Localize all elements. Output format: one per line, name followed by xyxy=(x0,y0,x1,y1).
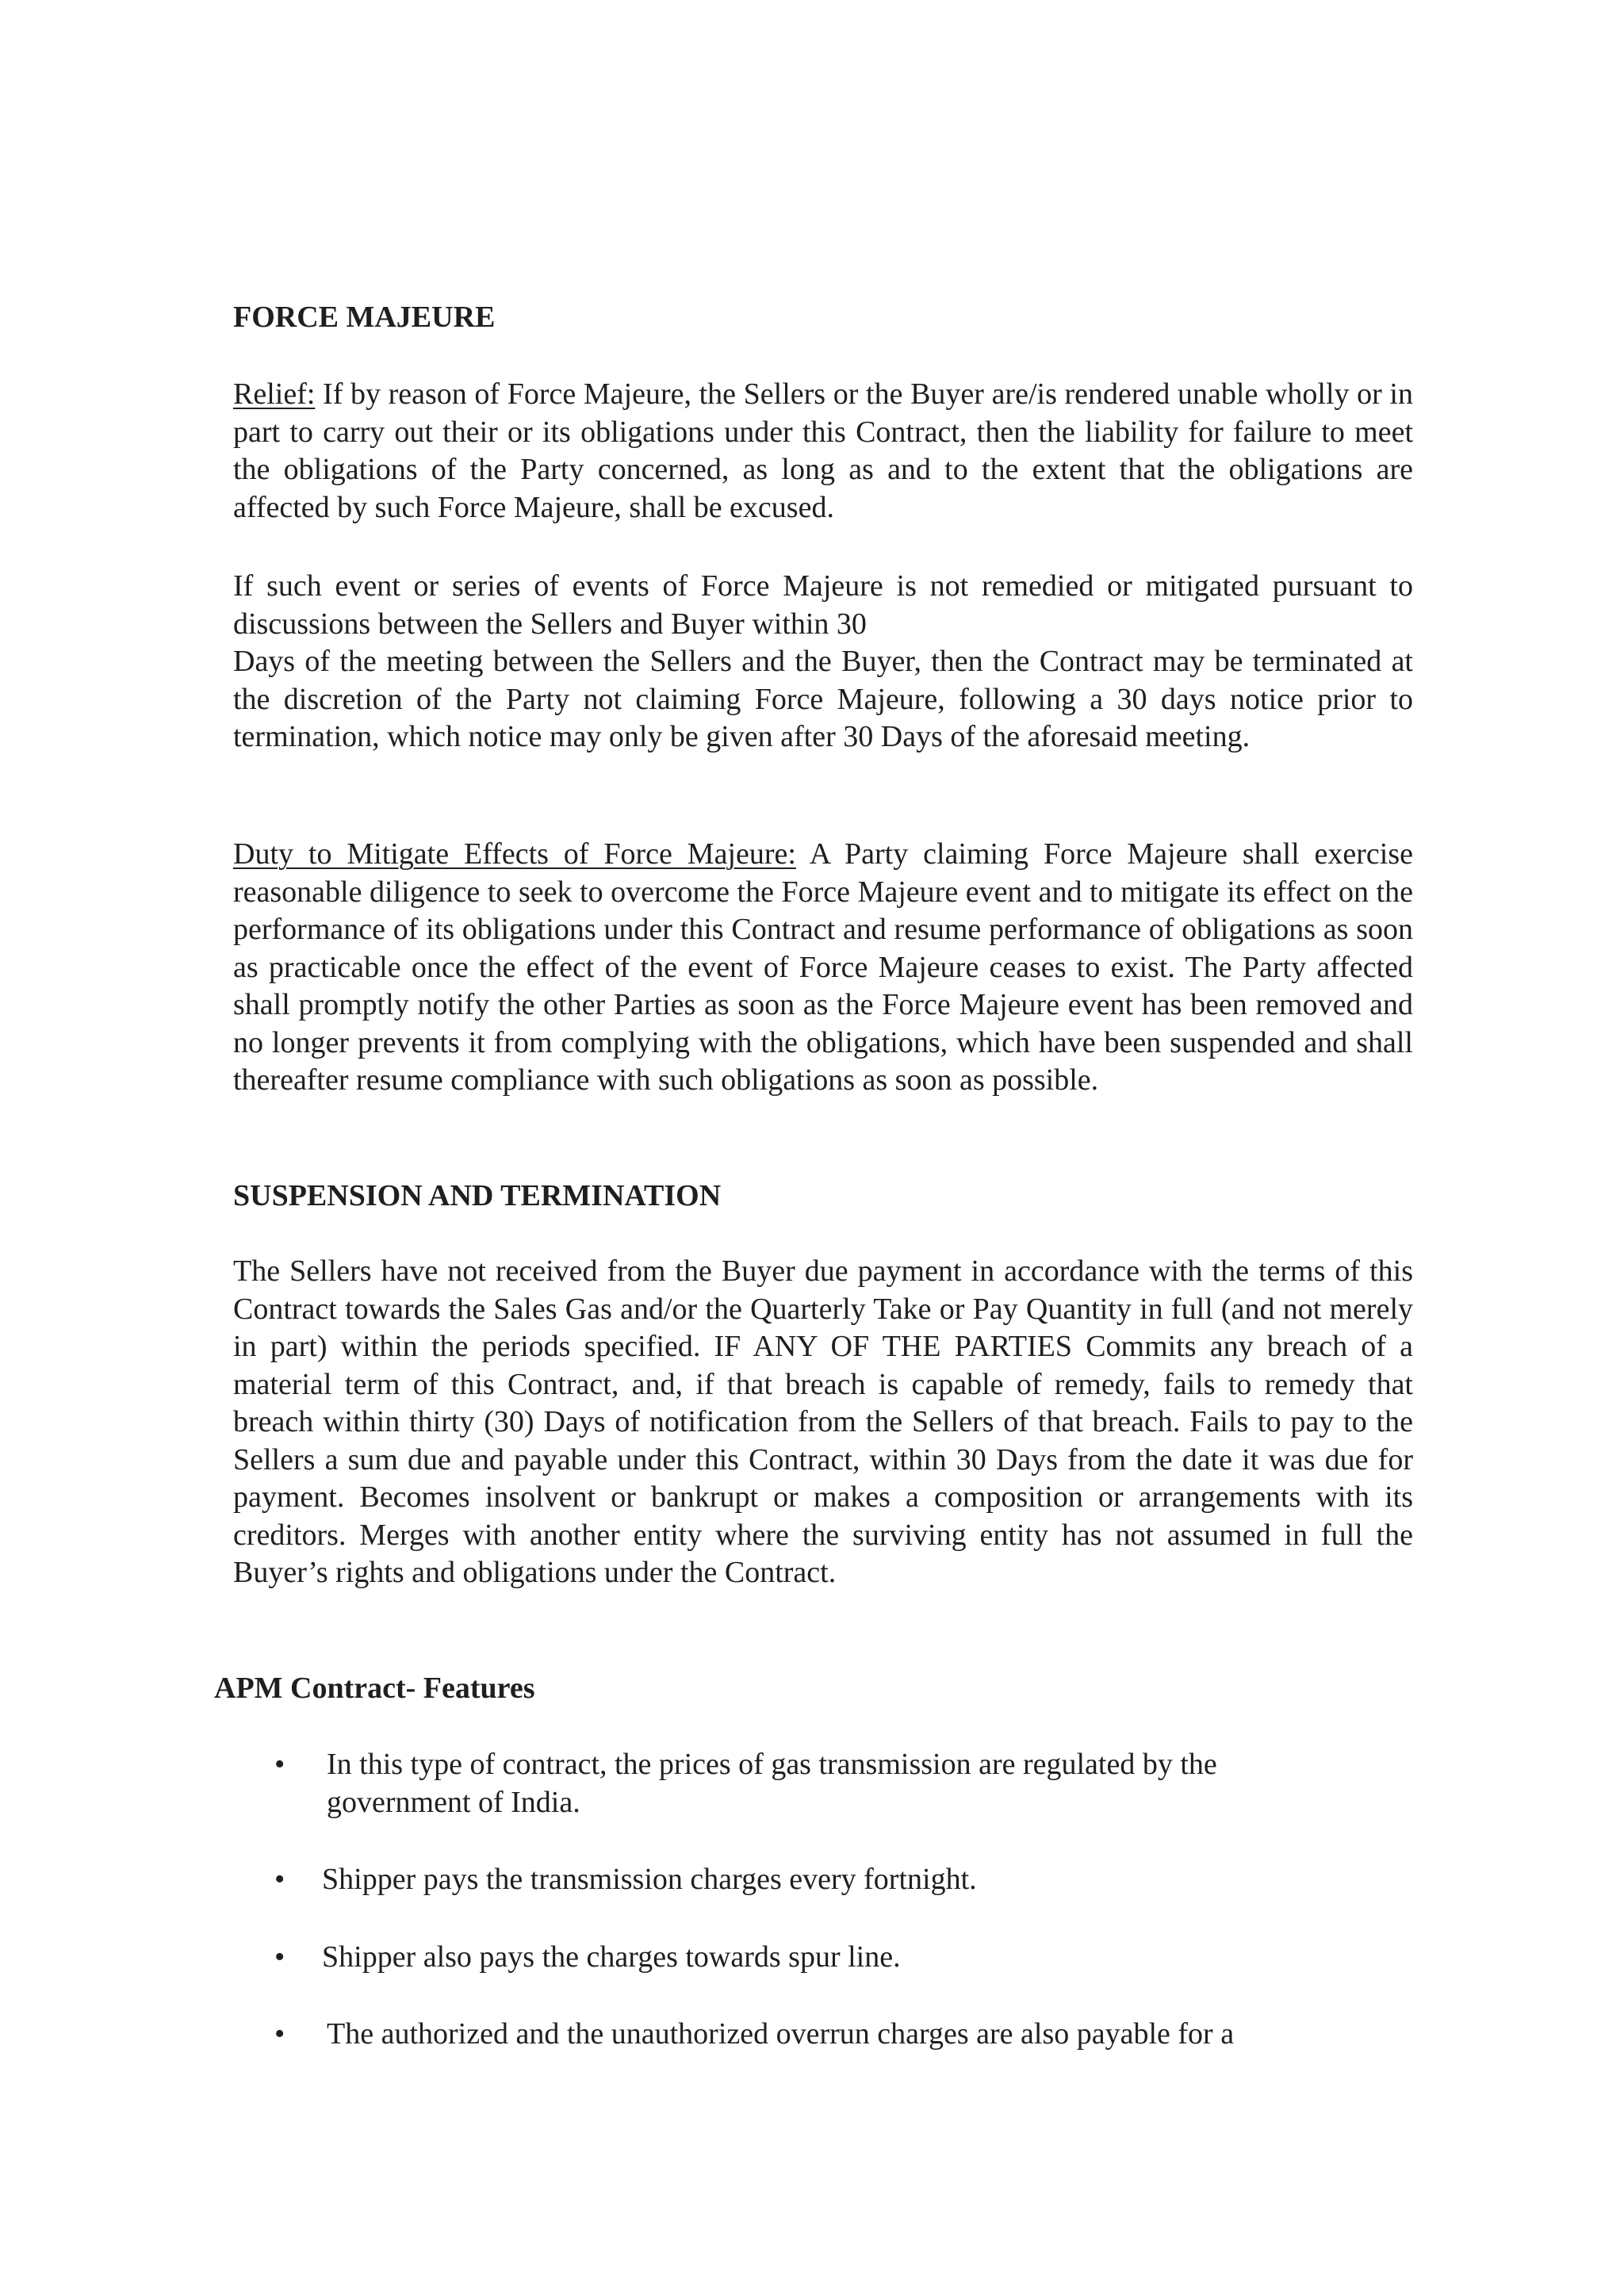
list-item xyxy=(233,1939,1413,1977)
apm-contract-heading: APM Contract- Features xyxy=(214,1672,535,1705)
list-item-text: Shipper also pays the charges towards spur line. xyxy=(322,1940,901,1974)
list-item xyxy=(233,2016,1413,2054)
bullet-icon: • xyxy=(274,1940,285,1974)
force-majeure-series-paragraph xyxy=(233,568,1413,756)
list-item xyxy=(233,1746,1413,1821)
suspension-paragraph: The Sellers have not received from the Buyer due payment in accordance with the terms of this Contract towards the Sales Gas and/or the Quarterly Take or Pay Quantity in full (and not merely in part) within the periods specified. IF ANY OF THE PARTIES Commits any breach of a material term of this Contract, and, if that breach is capable of remedy, fails to remedy that breach within thirty (30) Days of notification from the Sellers of that breach. Fails to pay to the Sellers a sum due and payable under this Contract, within 30 Days from the date it was due for payment. Becomes insolvent or bankrupt or makes a composition or arrangements with its creditors. Merges with another entity where the surviving entity has not assumed in full the Buyer’s rights and obligations under the Contract. xyxy=(233,1254,1413,1589)
suspension-termination-heading: SUSPENSION AND TERMINATION xyxy=(233,1179,722,1212)
relief-text: If by reason of Force Majeure, the Sellers or the Buyer are/is rendered unable wholly or in part to carry out their or its obligations under this Contract, then the liability for failure to meet the obligations of the Party concerned, as long as and to the extent that the obligations are affected by such Force Majeure, shall be excused. xyxy=(233,377,1413,524)
series-text-line-2: Days of the meeting between the Sellers and the Buyer, then the Contract may be terminated at the discretion of the Party not claiming Force Majeure, following a 30 days notice prior to termination, which notice may only be given after 30 Days of the aforesaid meeting. xyxy=(233,645,1413,753)
apm-features-list xyxy=(233,1746,1413,2054)
list-item xyxy=(233,1861,1413,1899)
bullet-icon: • xyxy=(274,1748,285,1781)
mitigate-text: A Party claiming Force Majeure shall exercise reasonable diligence to seek to overcome the Force Majeure event and to mitigate its effect on the performance of its obligations under this Contract and resume performance of obligations as soon as practicable once the effect of the event of Force Majeure ceases to exist. The Party affected shall promptly notify the other Parties as soon as the Force Majeure event has been removed and no longer prevents it from complying with the obligations, which have been suspended and shall thereafter resume compliance with such obligations as soon as possible. xyxy=(233,837,1413,1097)
series-text-line-1: If such event or series of events of Force Majeure is not remedied or mitigated pursuant to discussions between the Sellers and Buyer within 30 xyxy=(233,569,1413,641)
list-item-text: The authorized and the unauthorized overrun charges are also payable for a xyxy=(327,2017,1235,2051)
bullet-icon: • xyxy=(274,2017,285,2051)
mitigate-paragraph xyxy=(233,836,1413,1100)
relief-label: Relief: xyxy=(233,377,316,411)
force-majeure-heading: FORCE MAJEURE xyxy=(233,301,496,334)
relief-paragraph xyxy=(233,376,1413,527)
mitigate-label: Duty to Mitigate Effects of Force Majeure: xyxy=(233,837,796,871)
list-item-text: Shipper pays the transmission charges every fortnight. xyxy=(322,1863,977,1896)
list-item-text: In this type of contract, the prices of gas transmission are regulated by the government of India. xyxy=(327,1748,1217,1819)
bullet-icon: • xyxy=(274,1863,285,1896)
